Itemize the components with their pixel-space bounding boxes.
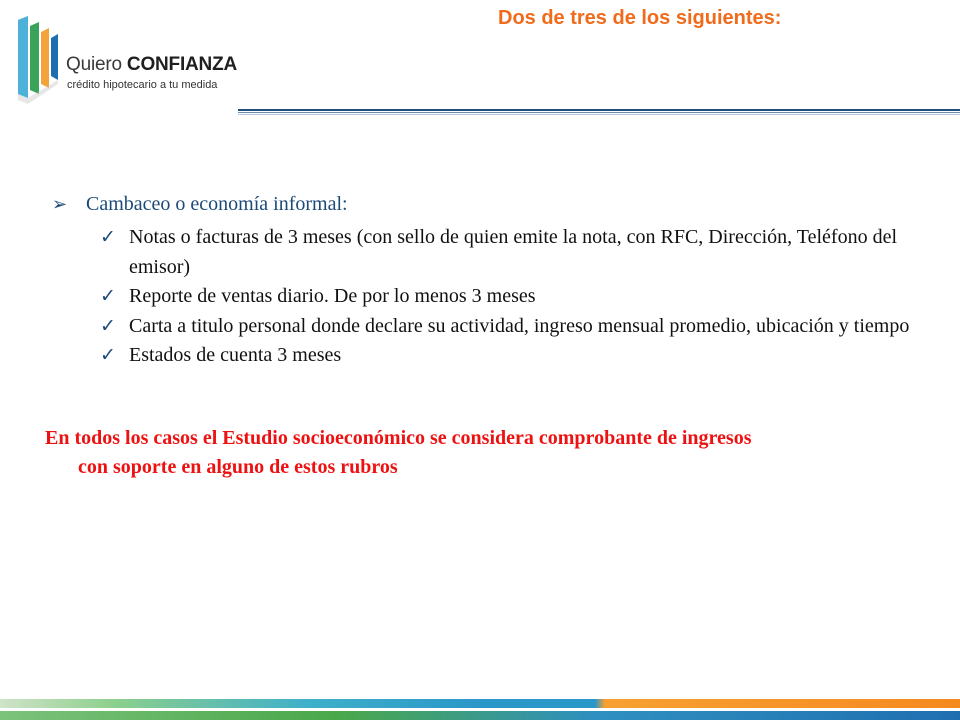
requirement-text: Reporte de ventas diario. De por lo menos 3 meses [129, 285, 536, 307]
logo-tagline: crédito hipotecario a tu medida [67, 79, 218, 91]
company-logo [14, 14, 254, 106]
income-note-line-1: En todos los casos el Estudio socioeconómico se considera comprobante de ingresos [45, 427, 752, 449]
income-note [45, 424, 925, 482]
slide-title: Dos de tres de los siguientes: [498, 7, 782, 29]
requirement-text: Estados de cuenta 3 meses [129, 344, 342, 366]
requirement-item [100, 312, 940, 342]
checkmark-icon: ✓ [100, 226, 116, 248]
income-note-line-2: con soporte en alguno de estos rubros [78, 456, 398, 478]
footer-color-bar [0, 699, 960, 720]
checkmark-icon: ✓ [100, 314, 116, 337]
requirement-item [100, 223, 940, 282]
requirement-text: Notas o facturas de 3 meses (con sello de quien emite la nota, con RFC, Dirección, Teléfono del emisor) [129, 226, 898, 278]
header-divider [238, 109, 960, 115]
requirement-item [100, 341, 940, 371]
arrow-bullet-icon: ➢ [52, 194, 68, 215]
requirement-text: Carta a titulo personal donde declare su actividad, ingreso mensual promedio, ubicación y tiempo [129, 314, 910, 337]
requirement-item [100, 282, 940, 312]
requirements-list [100, 223, 940, 371]
checkmark-icon: ✓ [100, 344, 116, 366]
main-bullet-item [52, 193, 348, 216]
logo-bars-icon [14, 14, 64, 106]
checkmark-icon: ✓ [100, 285, 116, 307]
logo-brand-text: Quiero CONFIANZA [66, 54, 237, 75]
main-bullet-label: Cambaceo o economía informal: [86, 193, 348, 215]
